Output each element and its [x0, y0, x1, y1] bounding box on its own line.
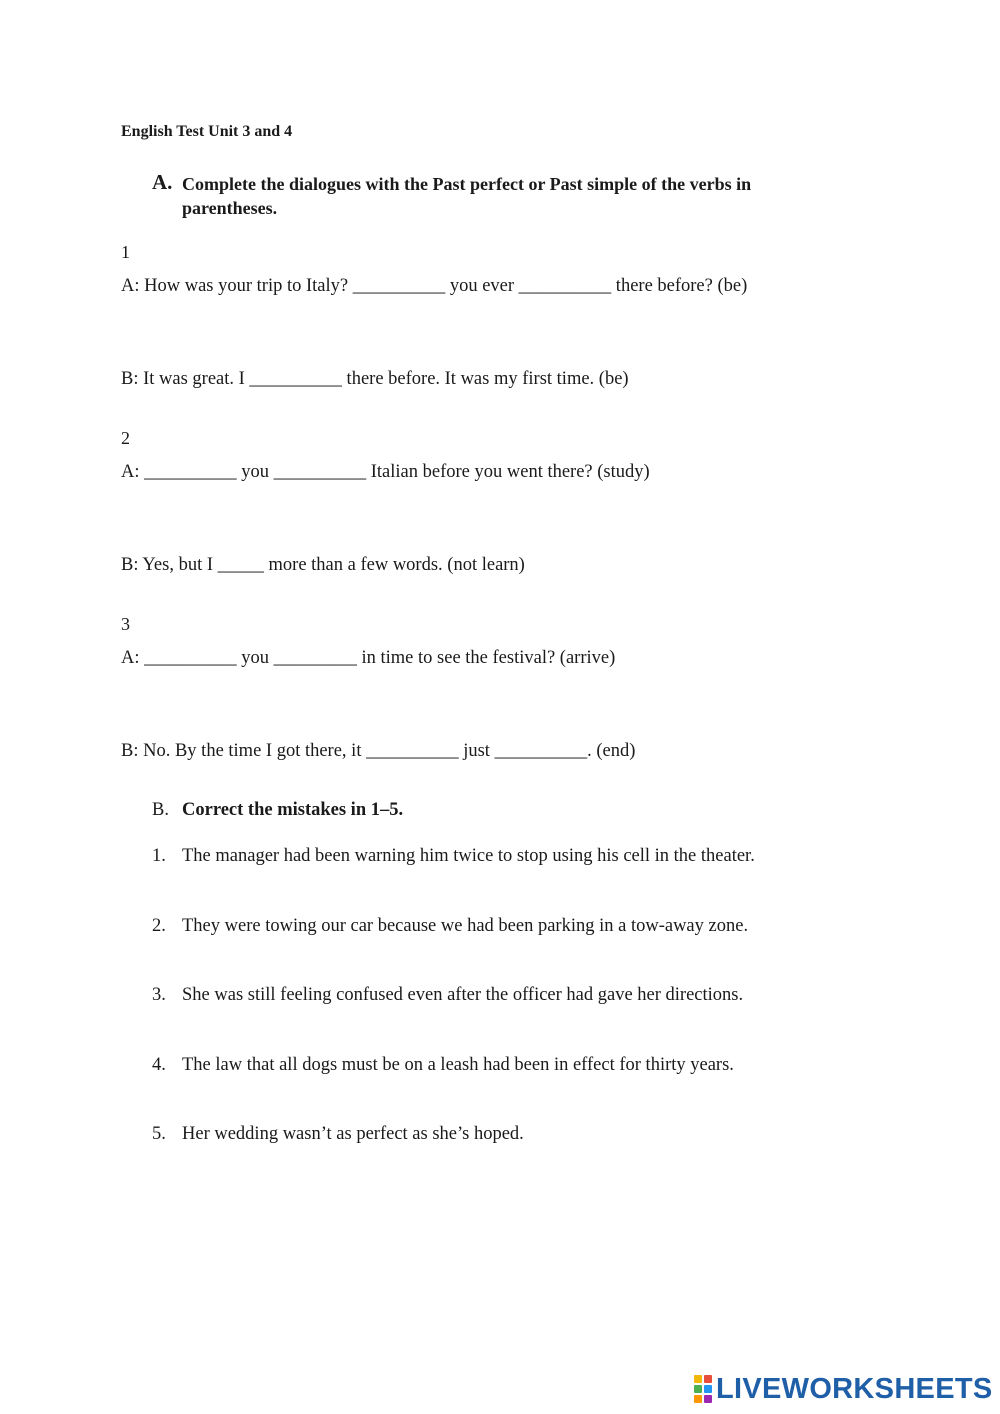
dialogue-2-number: 2 [121, 428, 130, 448]
dialogue-1-line-a: A: How was your trip to Italy? __________ you ever __________ there before? (be) [121, 276, 748, 296]
dialogue-2-line-a: A: __________ you __________ Italian before you went there? (study) [121, 462, 650, 482]
dialogue-2-line-b: B: Yes, but I _____ more than a few words. (not learn) [121, 555, 525, 575]
list-item-number: 5. [152, 1124, 166, 1144]
list-item-number: 4. [152, 1055, 166, 1075]
dialogue-3-line-b: B: No. By the time I got there, it __________ just __________. (end) [121, 741, 636, 761]
list-item-text: They were towing our car because we had been parking in a tow-away zone. [182, 916, 749, 936]
dialogue-3-number: 3 [121, 614, 130, 634]
list-item-text: Her wedding wasn’t as perfect as she’s hoped. [182, 1124, 524, 1144]
dialogue-1-line-b: B: It was great. I __________ there before. It was my first time. (be) [121, 369, 629, 389]
liveworksheets-icon [694, 1375, 712, 1403]
document-title: English Test Unit 3 and 4 [121, 123, 293, 140]
dialogue-1-number: 1 [121, 242, 130, 262]
section-a-instruction: Complete the dialogues with the Past perfect or Past simple of the verbs in parentheses. [182, 174, 752, 218]
section-b-title: Correct the mistakes in 1–5. [182, 800, 404, 820]
list-item-number: 3. [152, 985, 166, 1005]
list-item-number: 2. [152, 916, 166, 936]
list-item-text: She was still feeling confused even after the officer had gave her directions. [182, 985, 744, 1005]
dialogue-3-line-a: A: __________ you _________ in time to see the festival? (arrive) [121, 648, 616, 668]
list-item-number: 1. [152, 846, 166, 866]
section-b-letter: B. [152, 800, 169, 820]
list-item-text: The law that all dogs must be on a leash had been in effect for thirty years. [182, 1055, 734, 1075]
liveworksheets-wordmark: LIVEWORKSHEETS [716, 1372, 993, 1405]
list-item-text: The manager had been warning him twice to stop using his cell in the theater. [182, 846, 755, 866]
section-a-letter: A. [152, 170, 173, 194]
liveworksheets-logo [694, 1372, 993, 1406]
